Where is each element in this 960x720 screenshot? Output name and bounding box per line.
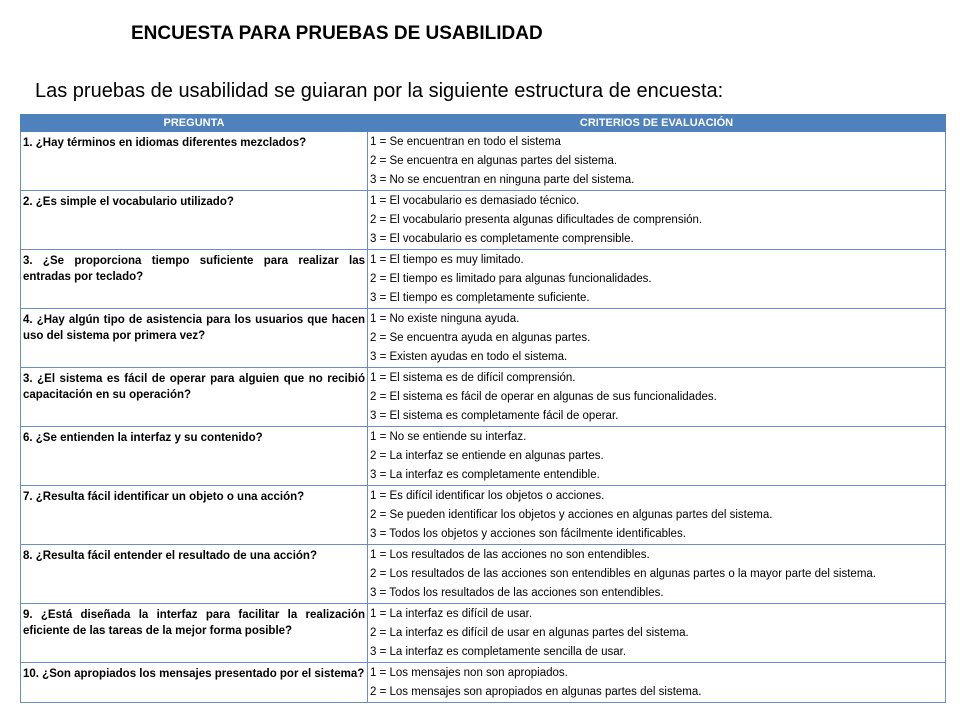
table-row — [21, 250, 946, 309]
criteria-cell — [368, 486, 946, 545]
criteria-cell — [368, 663, 946, 703]
criteria-item: 1 = Los resultados de las acciones no son entendibles. — [370, 549, 650, 561]
criteria-cell — [368, 427, 946, 486]
criteria-item: 3 = Todos los objetos y acciones son fácilmente identificables. — [370, 528, 686, 540]
criteria-item: 2 = Se pueden identificar los objetos y acciones en algunas partes del sistema. — [370, 509, 773, 521]
survey-table — [20, 114, 946, 703]
criteria-cell — [368, 368, 946, 427]
question-cell: 2. ¿Es simple el vocabulario utilizado? — [21, 191, 368, 250]
question-cell: 3. ¿El sistema es fácil de operar para alguien que no recibió capacitación en su operación? — [21, 368, 368, 427]
criteria-cell — [368, 604, 946, 663]
criteria-item: 1 = Los mensajes non son apropiados. — [370, 667, 568, 679]
criteria-item: 3 = No se encuentran en ninguna parte del sistema. — [370, 174, 635, 186]
criteria-item: 3 = Todos los resultados de las acciones son entendibles. — [370, 587, 664, 599]
table-row — [21, 545, 946, 604]
criteria-list — [370, 486, 945, 544]
criteria-list — [370, 191, 945, 249]
criteria-list — [370, 604, 945, 662]
question-cell: 7. ¿Resulta fácil identificar un objeto o una acción? — [21, 486, 368, 545]
table-header-row — [21, 115, 946, 132]
criteria-item: 2 = El tiempo es limitado para algunas funcionalidades. — [370, 273, 652, 285]
table-row — [21, 663, 946, 703]
criteria-cell — [368, 545, 946, 604]
criteria-list — [370, 309, 945, 367]
criteria-item: 1 = No se entiende su interfaz. — [370, 431, 527, 443]
table-row — [21, 486, 946, 545]
criteria-item: 2 = La interfaz se entiende en algunas partes. — [370, 450, 604, 462]
criteria-cell — [368, 191, 946, 250]
criteria-item: 2 = Los mensajes son apropiados en algunas partes del sistema. — [370, 686, 702, 698]
table-row — [21, 309, 946, 368]
page-title: ENCUESTA PARA PRUEBAS DE USABILIDAD — [131, 23, 543, 44]
criteria-cell — [368, 250, 946, 309]
criteria-list — [370, 250, 945, 308]
header-criteria: CRITERIOS DE EVALUACIÓN — [368, 115, 946, 132]
criteria-item: 2 = Se encuentra en algunas partes del sistema. — [370, 155, 618, 167]
table-row — [21, 191, 946, 250]
question-cell: 9. ¿Está diseñada la interfaz para facilitar la realización eficiente de las tareas de la mejor forma posible? — [21, 604, 368, 663]
question-cell: 3. ¿Se proporciona tiempo suficiente para realizar las entradas por teclado? — [21, 250, 368, 309]
table-row — [21, 427, 946, 486]
criteria-item: 3 = El tiempo es completamente suficiente. — [370, 292, 590, 304]
criteria-item: 1 = No existe ninguna ayuda. — [370, 313, 520, 325]
criteria-cell — [368, 309, 946, 368]
table-row — [21, 368, 946, 427]
criteria-list — [370, 663, 945, 702]
criteria-cell — [368, 132, 946, 191]
criteria-item: 3 = La interfaz es completamente entendible. — [370, 469, 600, 481]
criteria-list — [370, 132, 945, 190]
question-cell: 8. ¿Resulta fácil entender el resultado de una acción? — [21, 545, 368, 604]
criteria-item: 1 = La interfaz es difícil de usar. — [370, 608, 533, 620]
question-cell: 10. ¿Son apropiados los mensajes presentado por el sistema? — [21, 663, 368, 703]
page-subtitle: Las pruebas de usabilidad se guiaran por la siguiente estructura de encuesta: — [35, 80, 724, 102]
question-cell: 6. ¿Se entienden la interfaz y su contenido? — [21, 427, 368, 486]
table-row — [21, 132, 946, 191]
criteria-item: 1 = El sistema es de difícil comprensión. — [370, 372, 576, 384]
criteria-item: 1 = El vocabulario es demasiado técnico. — [370, 195, 580, 207]
criteria-list — [370, 368, 945, 426]
criteria-list — [370, 427, 945, 485]
criteria-item: 2 = El vocabulario presenta algunas dificultades de comprensión. — [370, 214, 703, 226]
criteria-item: 2 = La interfaz es difícil de usar en algunas partes del sistema. — [370, 627, 689, 639]
criteria-item: 2 = Los resultados de las acciones son entendibles en algunas partes o la mayor parte del sistema. — [370, 568, 876, 580]
criteria-item: 3 = El vocabulario es completamente comprensible. — [370, 233, 634, 245]
criteria-item: 1 = Es difícil identificar los objetos o acciones. — [370, 490, 605, 502]
criteria-item: 3 = Existen ayudas en todo el sistema. — [370, 351, 568, 363]
criteria-item: 1 = Se encuentran en todo el sistema — [370, 136, 561, 148]
criteria-item: 1 = El tiempo es muy limitado. — [370, 254, 524, 266]
criteria-item: 2 = Se encuentra ayuda en algunas partes. — [370, 332, 591, 344]
table-row — [21, 604, 946, 663]
criteria-list — [370, 545, 945, 603]
criteria-item: 3 = El sistema es completamente fácil de operar. — [370, 410, 619, 422]
criteria-item: 3 = La interfaz es completamente sencilla de usar. — [370, 646, 627, 658]
question-cell: 4. ¿Hay algún tipo de asistencia para los usuarios que hacen uso del sistema por primera vez? — [21, 309, 368, 368]
question-cell: 1. ¿Hay términos en idiomas diferentes mezclados? — [21, 132, 368, 191]
header-question: PREGUNTA — [21, 115, 368, 132]
criteria-item: 2 = El sistema es fácil de operar en algunas de sus funcionalidades. — [370, 391, 717, 403]
